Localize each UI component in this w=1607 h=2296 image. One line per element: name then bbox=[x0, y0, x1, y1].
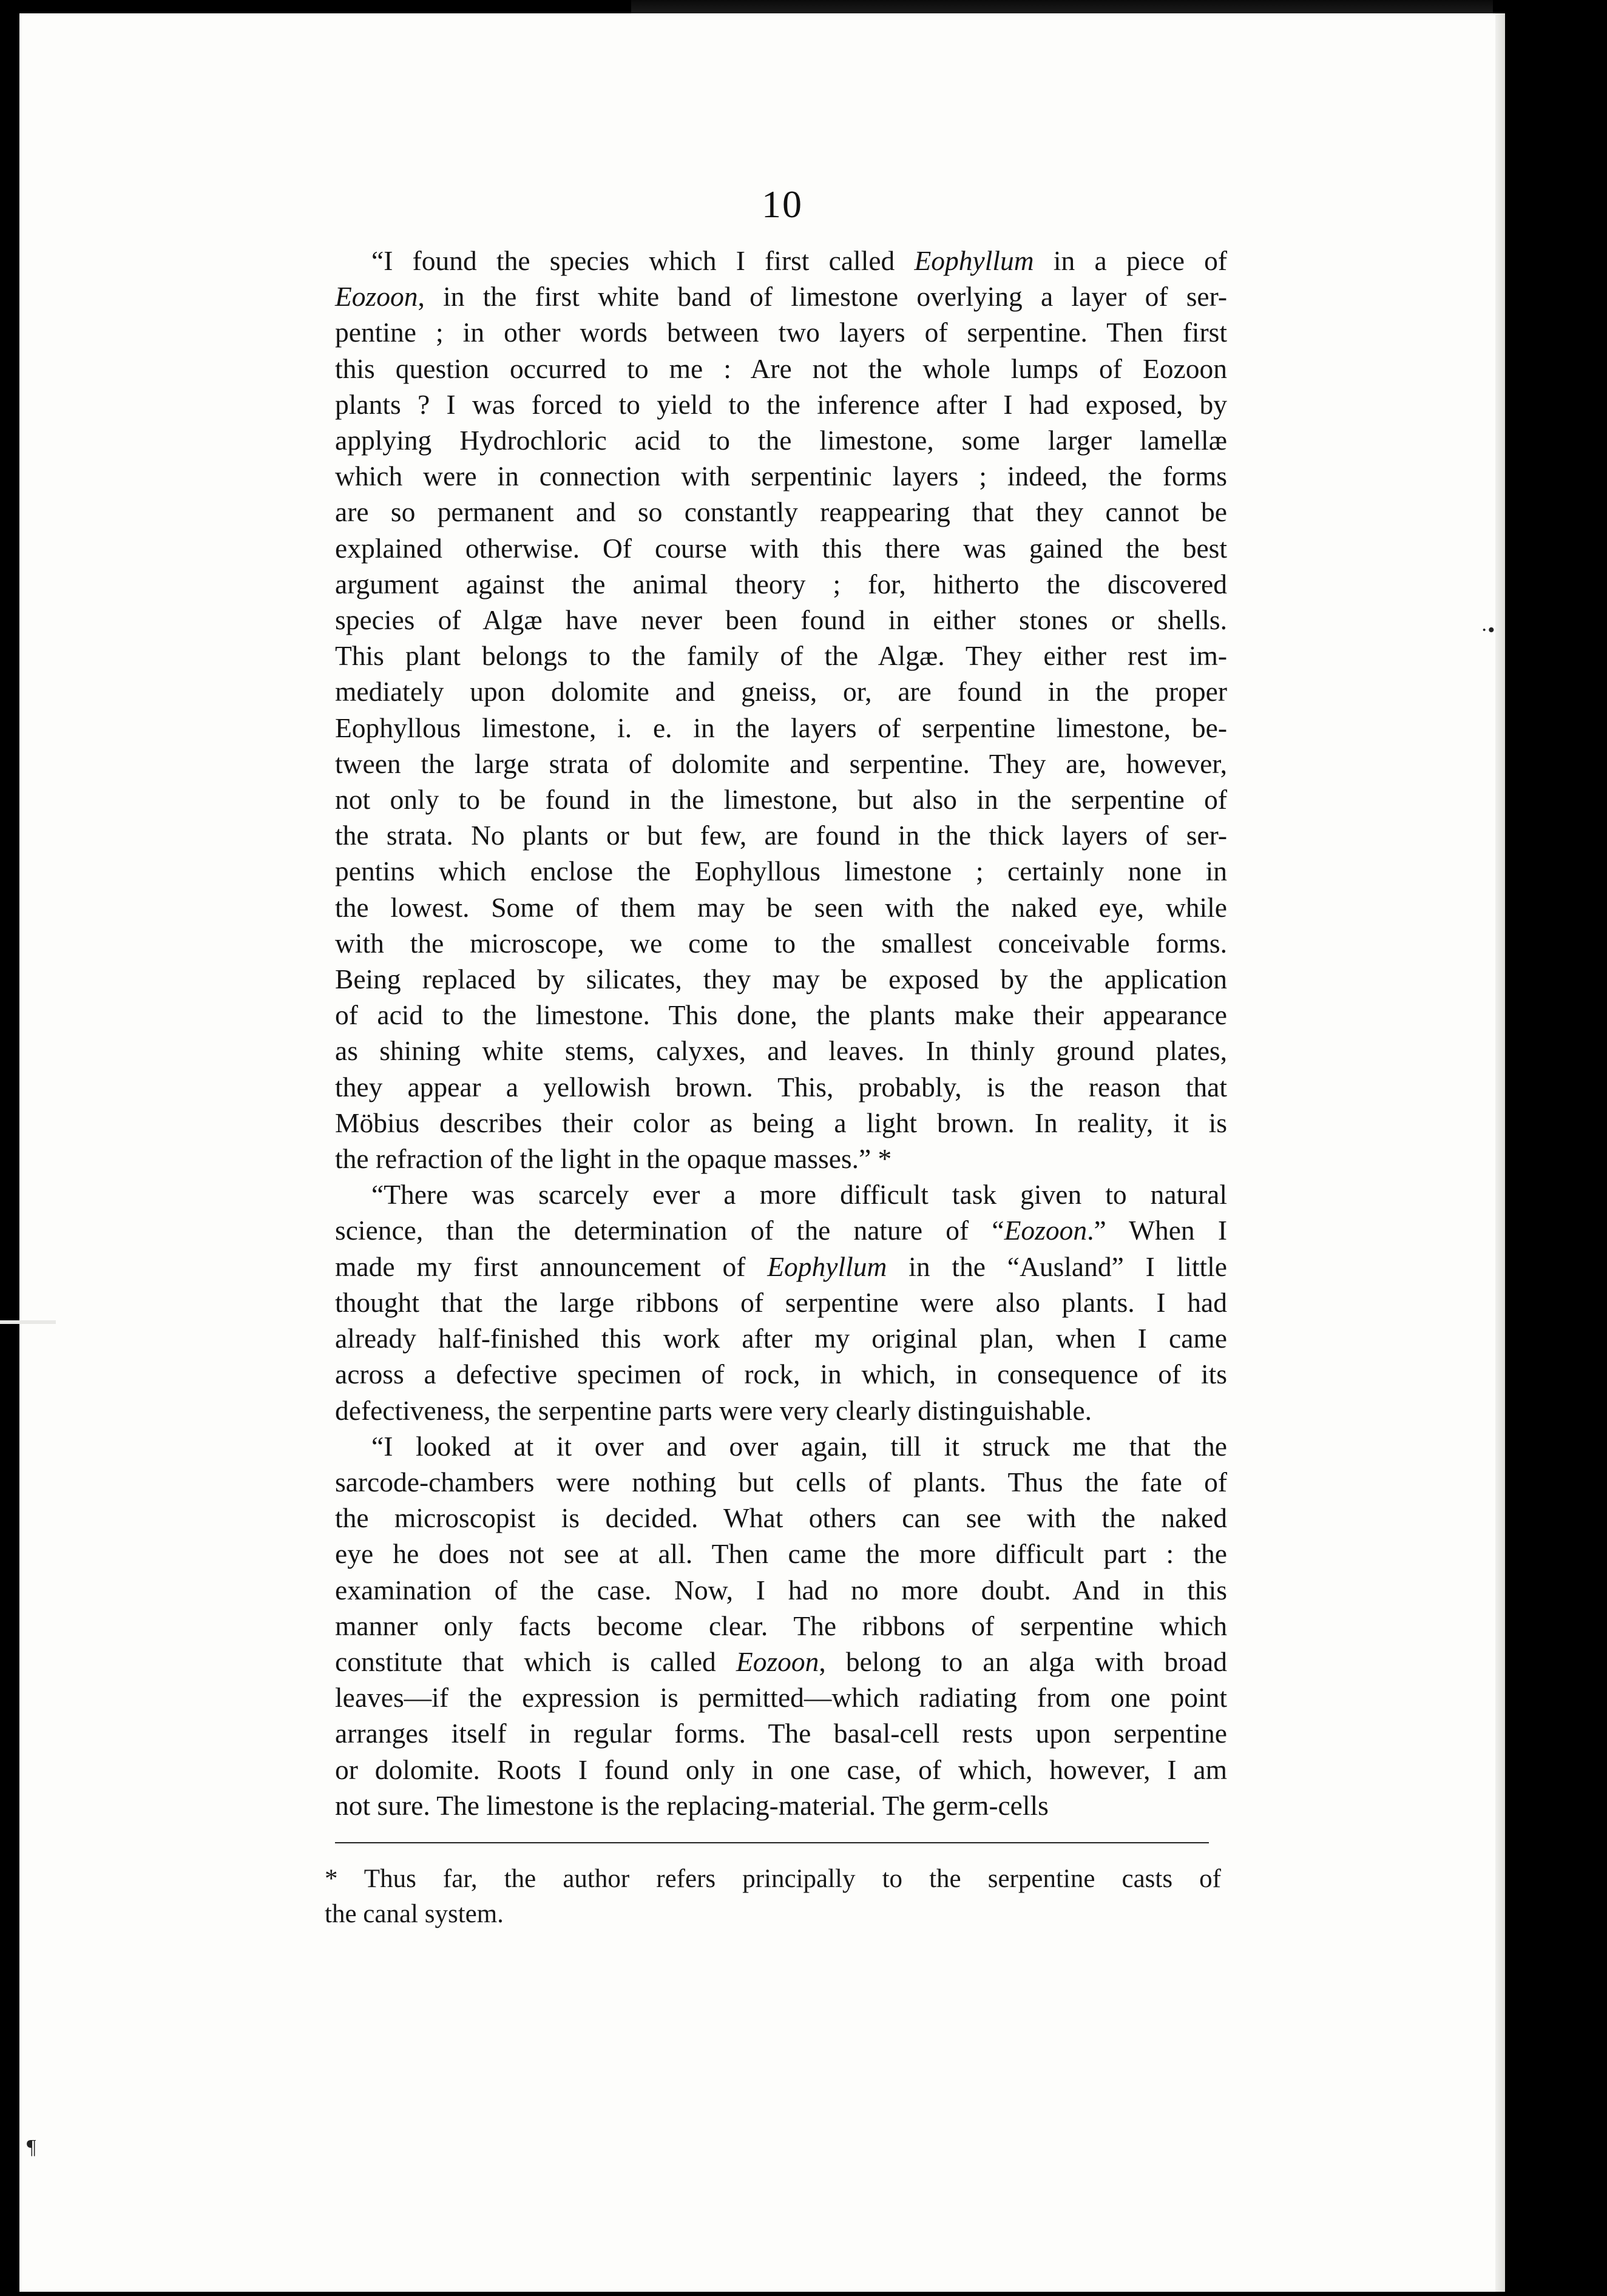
scan-top-edge bbox=[631, 0, 1493, 13]
text-line: leaves—if the expression is permitted—which radiating from one point bbox=[335, 1682, 1227, 1714]
text-line: defectiveness, the serpentine parts were very clearly distinguishable. bbox=[335, 1394, 1092, 1426]
text-line: explained otherwise. Of course with this there was gained the best bbox=[335, 532, 1227, 564]
left-margin-mark: ¶ bbox=[27, 2136, 36, 2158]
right-margin-mark: ·• bbox=[1481, 619, 1495, 641]
text-line: made my first announcement of Eophyllum in the “Ausland” I little bbox=[335, 1251, 1227, 1282]
text-line: “There was scarcely ever a more difficult task given to natural bbox=[371, 1179, 1227, 1210]
italic-term: Eozoon bbox=[736, 1646, 819, 1677]
text-line: this question occurred to me : Are not the whole lumps of Eozoon bbox=[335, 353, 1227, 384]
text-line: the refraction of the light in the opaque masses.” * bbox=[335, 1143, 892, 1175]
text-line: with the microscope, we come to the smallest conceivable forms. bbox=[335, 927, 1227, 959]
text-line: plants ? I was forced to yield to the inference after I had exposed, by bbox=[335, 388, 1227, 420]
text-line: “I found the species which I first called Eophyllum in a piece of bbox=[371, 245, 1228, 276]
scan-right-margin bbox=[1505, 13, 1607, 2296]
text-line: or dolomite. Roots I found only in one case, of which, however, I am bbox=[335, 1754, 1227, 1785]
text-line: the lowest. Some of them may be seen with the naked eye, while bbox=[335, 891, 1227, 923]
text-line: as shining white stems, calyxes, and leaves. In thinly ground plates, bbox=[335, 1035, 1227, 1067]
text-line: across a defective specimen of rock, in which, in consequence of its bbox=[335, 1359, 1227, 1390]
body-text bbox=[335, 243, 1227, 1823]
text-line: thought that the large ribbons of serpentine were also plants. I had bbox=[335, 1286, 1227, 1318]
text-line: eye he does not see at all. Then came the more difficult part : the bbox=[335, 1538, 1227, 1570]
page-edge bbox=[1495, 13, 1505, 2292]
text-line: science, than the determination of the nature of “Eozoon.” When I bbox=[335, 1215, 1227, 1246]
text-line: tween the large strata of dolomite and serpentine. They are, however, bbox=[335, 748, 1227, 779]
text-line: not only to be found in the limestone, but also in the serpentine of bbox=[335, 784, 1227, 815]
text-line: examination of the case. Now, I had no more doubt. And in this bbox=[335, 1574, 1227, 1606]
text-line: are so permanent and so constantly reappearing that they cannot be bbox=[335, 496, 1227, 528]
left-edge-mark bbox=[0, 1320, 56, 1324]
text-line: the strata. No plants or but few, are found in the thick layers of ser- bbox=[335, 820, 1227, 851]
footnote bbox=[325, 1862, 1221, 1932]
text-line: applying Hydrochloric acid to the limestone, some larger lamellæ bbox=[335, 425, 1227, 456]
footnote-line: the canal system. bbox=[325, 1900, 504, 1928]
text-line: pentine ; in other words between two layers of serpentine. Then first bbox=[335, 317, 1227, 348]
text-line: they appear a yellowish brown. This, probably, is the reason that bbox=[335, 1071, 1227, 1102]
italic-term: Eozoon bbox=[335, 281, 418, 312]
text-line: constitute that which is called Eozoon, belong to an alga with broad bbox=[335, 1646, 1227, 1677]
text-line: which were in connection with serpentinic layers ; indeed, the forms bbox=[335, 461, 1227, 492]
text-line: arranges itself in regular forms. The basal-cell rests upon serpentine bbox=[335, 1718, 1227, 1749]
page-number: 10 bbox=[762, 183, 803, 226]
footnote-line: * Thus far, the author refers principally to the serpentine casts of bbox=[325, 1865, 1221, 1893]
text-line: This plant belongs to the family of the Algæ. They either rest im- bbox=[335, 640, 1227, 672]
text-line: mediately upon dolomite and gneiss, or, are found in the proper bbox=[335, 676, 1227, 707]
text-line: already half-finished this work after my original plan, when I came bbox=[335, 1323, 1227, 1354]
italic-term: Eophyllum bbox=[914, 245, 1034, 276]
text-line: the microscopist is decided. What others can see with the naked bbox=[335, 1502, 1227, 1534]
italic-term: Eophyllum bbox=[767, 1251, 887, 1282]
text-line: manner only facts become clear. The ribbons of serpentine which bbox=[335, 1610, 1227, 1641]
text-line: Being replaced by silicates, they may be exposed by the application bbox=[335, 964, 1227, 995]
text-line: argument against the animal theory ; for, hitherto the discovered bbox=[335, 568, 1227, 599]
text-line: Möbius describes their color as being a light brown. In reality, it is bbox=[335, 1107, 1227, 1138]
text-line: pentins which enclose the Eophyllous limestone ; certainly none in bbox=[335, 856, 1227, 887]
text-line: sarcode-chambers were nothing but cells of plants. Thus the fate of bbox=[335, 1466, 1227, 1497]
text-line: species of Algæ have never been found in either stones or shells. bbox=[335, 604, 1227, 636]
text-line: of acid to the limestone. This done, the plants make their appearance bbox=[335, 999, 1227, 1031]
text-line: Eozoon, in the first white band of limestone overlying a layer of ser- bbox=[335, 281, 1227, 312]
text-line: “I looked at it over and over again, till it struck me that the bbox=[371, 1430, 1227, 1462]
text-line: not sure. The limestone is the replacing-material. The germ-cells bbox=[335, 1789, 1049, 1821]
text-line: Eophyllous limestone, i. e. in the layers of serpentine limestone, be- bbox=[335, 712, 1227, 743]
italic-term: Eozoon bbox=[1004, 1215, 1088, 1246]
footnote-rule bbox=[335, 1842, 1209, 1843]
